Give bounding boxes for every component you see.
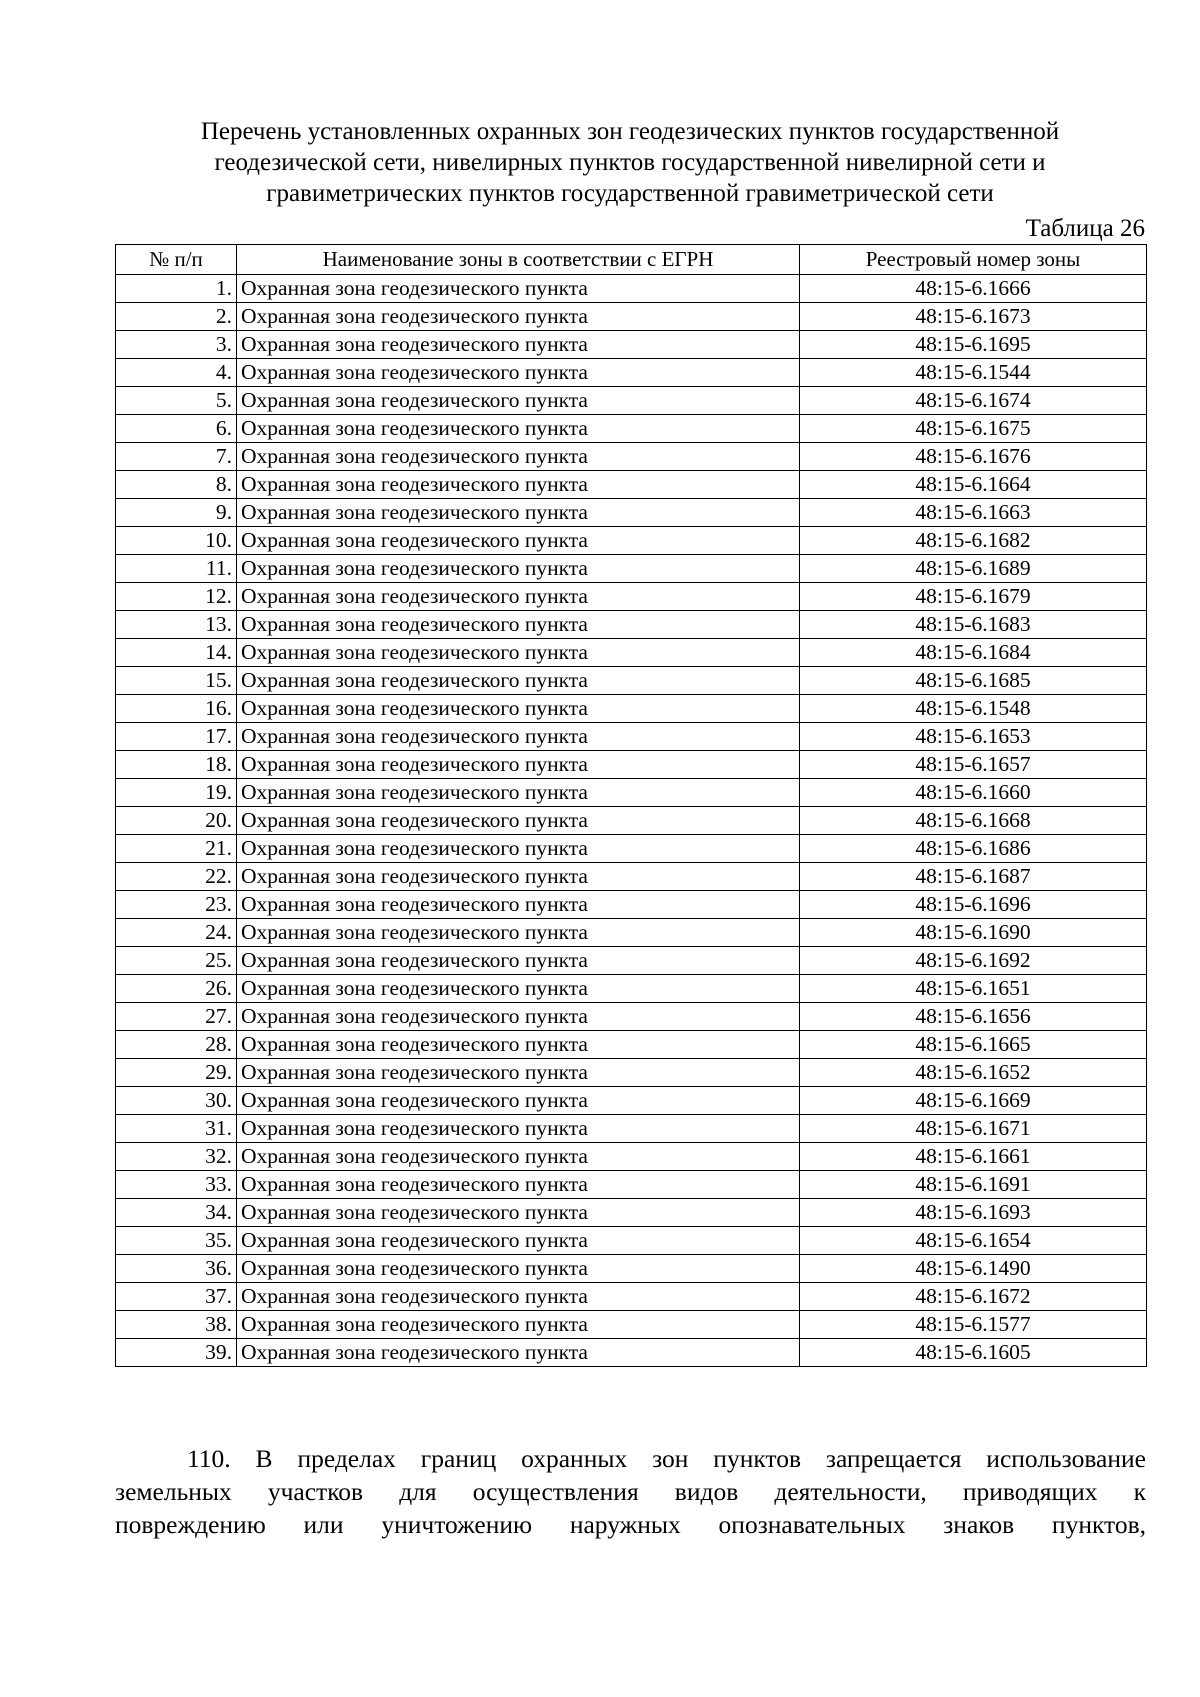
registry-number: 48:15-6.1660 bbox=[800, 779, 1147, 807]
row-number: 30. bbox=[116, 1087, 237, 1115]
registry-number: 48:15-6.1577 bbox=[800, 1311, 1147, 1339]
table-row bbox=[116, 611, 1147, 639]
paragraph-line: повреждению или уничтожению наружных опознавательных знаков пунктов, bbox=[115, 1510, 1146, 1539]
row-number: 38. bbox=[116, 1311, 237, 1339]
zone-name: Охранная зона геодезического пункта bbox=[237, 947, 800, 975]
registry-number: 48:15-6.1683 bbox=[800, 611, 1147, 639]
row-number: 35. bbox=[116, 1227, 237, 1255]
row-number: 37. bbox=[116, 1283, 237, 1311]
registry-number: 48:15-6.1657 bbox=[800, 751, 1147, 779]
table-row bbox=[116, 1171, 1147, 1199]
table-row bbox=[116, 835, 1147, 863]
row-number: 19. bbox=[116, 779, 237, 807]
row-number: 23. bbox=[116, 891, 237, 919]
header-registry-number: Реестровый номер зоны bbox=[800, 245, 1147, 275]
zone-name: Охранная зона геодезического пункта bbox=[237, 527, 800, 555]
row-number: 15. bbox=[116, 667, 237, 695]
registry-number: 48:15-6.1684 bbox=[800, 639, 1147, 667]
row-number: 18. bbox=[116, 751, 237, 779]
table-row bbox=[116, 499, 1147, 527]
row-number: 2. bbox=[116, 303, 237, 331]
zone-name: Охранная зона геодезического пункта bbox=[237, 1003, 800, 1031]
table-row bbox=[116, 303, 1147, 331]
table-row bbox=[116, 1311, 1147, 1339]
zone-name: Охранная зона геодезического пункта bbox=[237, 1283, 800, 1311]
table-row bbox=[116, 1339, 1147, 1367]
table-row bbox=[116, 639, 1147, 667]
zone-name: Охранная зона геодезического пункта bbox=[237, 667, 800, 695]
header-number: № п/п bbox=[116, 245, 237, 275]
registry-number: 48:15-6.1695 bbox=[800, 331, 1147, 359]
table-row bbox=[116, 751, 1147, 779]
zone-name: Охранная зона геодезического пункта bbox=[237, 583, 800, 611]
row-number: 14. bbox=[116, 639, 237, 667]
registry-number: 48:15-6.1685 bbox=[800, 667, 1147, 695]
page-title bbox=[115, 116, 1145, 209]
table-row bbox=[116, 779, 1147, 807]
zone-name: Охранная зона геодезического пункта bbox=[237, 1339, 800, 1367]
registry-number: 48:15-6.1661 bbox=[800, 1143, 1147, 1171]
table-row bbox=[116, 891, 1147, 919]
zone-name: Охранная зона геодезического пункта bbox=[237, 611, 800, 639]
registry-number: 48:15-6.1689 bbox=[800, 555, 1147, 583]
zone-name: Охранная зона геодезического пункта bbox=[237, 751, 800, 779]
row-number: 13. bbox=[116, 611, 237, 639]
registry-number: 48:15-6.1664 bbox=[800, 471, 1147, 499]
table-row bbox=[116, 359, 1147, 387]
row-number: 24. bbox=[116, 919, 237, 947]
registry-number: 48:15-6.1696 bbox=[800, 891, 1147, 919]
registry-number: 48:15-6.1682 bbox=[800, 527, 1147, 555]
table-row bbox=[116, 1115, 1147, 1143]
zone-name: Охранная зона геодезического пункта bbox=[237, 1255, 800, 1283]
zone-name: Охранная зона геодезического пункта bbox=[237, 1143, 800, 1171]
table-row bbox=[116, 1031, 1147, 1059]
table-row bbox=[116, 1087, 1147, 1115]
zone-name: Охранная зона геодезического пункта bbox=[237, 639, 800, 667]
row-number: 3. bbox=[116, 331, 237, 359]
row-number: 7. bbox=[116, 443, 237, 471]
registry-number: 48:15-6.1651 bbox=[800, 975, 1147, 1003]
registry-number: 48:15-6.1548 bbox=[800, 695, 1147, 723]
header-zone-name: Наименование зоны в соответствии с ЕГРН bbox=[237, 245, 800, 275]
zone-name: Охранная зона геодезического пункта bbox=[237, 471, 800, 499]
row-number: 27. bbox=[116, 1003, 237, 1031]
row-number: 34. bbox=[116, 1199, 237, 1227]
title-line: гравиметрических пунктов государственной гравиметрической сети bbox=[266, 180, 994, 207]
row-number: 26. bbox=[116, 975, 237, 1003]
table-row bbox=[116, 863, 1147, 891]
registry-number: 48:15-6.1544 bbox=[800, 359, 1147, 387]
row-number: 20. bbox=[116, 807, 237, 835]
registry-number: 48:15-6.1656 bbox=[800, 1003, 1147, 1031]
table-row bbox=[116, 1199, 1147, 1227]
table-row bbox=[116, 975, 1147, 1003]
table-row bbox=[116, 471, 1147, 499]
table-row bbox=[116, 1059, 1147, 1087]
zone-name: Охранная зона геодезического пункта bbox=[237, 359, 800, 387]
row-number: 22. bbox=[116, 863, 237, 891]
table-row bbox=[116, 1255, 1147, 1283]
table-header-row bbox=[116, 245, 1147, 275]
registry-number: 48:15-6.1668 bbox=[800, 807, 1147, 835]
zone-name: Охранная зона геодезического пункта bbox=[237, 1059, 800, 1087]
row-number: 29. bbox=[116, 1059, 237, 1087]
table-row bbox=[116, 1227, 1147, 1255]
row-number: 39. bbox=[116, 1339, 237, 1367]
table-row bbox=[116, 387, 1147, 415]
paragraph-line: 110. В пределах границ охранных зон пунктов запрещается использование bbox=[187, 1444, 1146, 1473]
table-row bbox=[116, 695, 1147, 723]
registry-number: 48:15-6.1674 bbox=[800, 387, 1147, 415]
registry-number: 48:15-6.1687 bbox=[800, 863, 1147, 891]
table-row bbox=[116, 443, 1147, 471]
zone-name: Охранная зона геодезического пункта bbox=[237, 443, 800, 471]
row-number: 6. bbox=[116, 415, 237, 443]
row-number: 31. bbox=[116, 1115, 237, 1143]
registry-number: 48:15-6.1673 bbox=[800, 303, 1147, 331]
row-number: 11. bbox=[116, 555, 237, 583]
zone-name: Охранная зона геодезического пункта bbox=[237, 1031, 800, 1059]
zone-name: Охранная зона геодезического пункта bbox=[237, 1171, 800, 1199]
zone-name: Охранная зона геодезического пункта bbox=[237, 695, 800, 723]
registry-number: 48:15-6.1676 bbox=[800, 443, 1147, 471]
table-row bbox=[116, 667, 1147, 695]
zone-name: Охранная зона геодезического пункта bbox=[237, 415, 800, 443]
row-number: 25. bbox=[116, 947, 237, 975]
table-label: Таблица 26 bbox=[1025, 215, 1145, 242]
row-number: 9. bbox=[116, 499, 237, 527]
title-line: Перечень установленных охранных зон геодезических пунктов государственной bbox=[200, 118, 1060, 145]
table-row bbox=[116, 807, 1147, 835]
zone-name: Охранная зона геодезического пункта bbox=[237, 1087, 800, 1115]
table-row bbox=[116, 947, 1147, 975]
row-number: 36. bbox=[116, 1255, 237, 1283]
registry-number: 48:15-6.1663 bbox=[800, 499, 1147, 527]
table-row bbox=[116, 1143, 1147, 1171]
registry-number: 48:15-6.1671 bbox=[800, 1115, 1147, 1143]
row-number: 21. bbox=[116, 835, 237, 863]
registry-number: 48:15-6.1653 bbox=[800, 723, 1147, 751]
zone-name: Охранная зона геодезического пункта bbox=[237, 1311, 800, 1339]
table-row bbox=[116, 919, 1147, 947]
registry-number: 48:15-6.1692 bbox=[800, 947, 1147, 975]
zone-name: Охранная зона геодезического пункта bbox=[237, 275, 800, 303]
table-row bbox=[116, 555, 1147, 583]
row-number: 1. bbox=[116, 275, 237, 303]
row-number: 16. bbox=[116, 695, 237, 723]
registry-number: 48:15-6.1666 bbox=[800, 275, 1147, 303]
registry-number: 48:15-6.1691 bbox=[800, 1171, 1147, 1199]
row-number: 4. bbox=[116, 359, 237, 387]
table-row bbox=[116, 723, 1147, 751]
table-row bbox=[116, 527, 1147, 555]
registry-number: 48:15-6.1675 bbox=[800, 415, 1147, 443]
registry-number: 48:15-6.1693 bbox=[800, 1199, 1147, 1227]
paragraph-line: земельных участков для осуществления видов деятельности, приводящих к bbox=[115, 1477, 1146, 1506]
row-number: 5. bbox=[116, 387, 237, 415]
registry-number: 48:15-6.1605 bbox=[800, 1339, 1147, 1367]
registry-number: 48:15-6.1665 bbox=[800, 1031, 1147, 1059]
row-number: 33. bbox=[116, 1171, 237, 1199]
title-line: геодезической сети, нивелирных пунктов государственной нивелирной сети и bbox=[214, 149, 1046, 176]
row-number: 12. bbox=[116, 583, 237, 611]
table-row bbox=[116, 415, 1147, 443]
zone-name: Охранная зона геодезического пункта bbox=[237, 331, 800, 359]
zone-name: Охранная зона геодезического пункта bbox=[237, 807, 800, 835]
table-row bbox=[116, 331, 1147, 359]
table-row bbox=[116, 275, 1147, 303]
row-number: 28. bbox=[116, 1031, 237, 1059]
table-row bbox=[116, 1003, 1147, 1031]
registry-number: 48:15-6.1672 bbox=[800, 1283, 1147, 1311]
registry-number: 48:15-6.1690 bbox=[800, 919, 1147, 947]
zone-name: Охранная зона геодезического пункта bbox=[237, 975, 800, 1003]
zone-name: Охранная зона геодезического пункта bbox=[237, 1115, 800, 1143]
zone-name: Охранная зона геодезического пункта bbox=[237, 387, 800, 415]
row-number: 17. bbox=[116, 723, 237, 751]
row-number: 32. bbox=[116, 1143, 237, 1171]
zones-table bbox=[115, 244, 1147, 1367]
zone-name: Охранная зона геодезического пункта bbox=[237, 835, 800, 863]
registry-number: 48:15-6.1652 bbox=[800, 1059, 1147, 1087]
zone-name: Охранная зона геодезического пункта bbox=[237, 891, 800, 919]
zone-name: Охранная зона геодезического пункта bbox=[237, 303, 800, 331]
table-row bbox=[116, 1283, 1147, 1311]
paragraph-110 bbox=[115, 1442, 1146, 1541]
registry-number: 48:15-6.1686 bbox=[800, 835, 1147, 863]
zone-name: Охранная зона геодезического пункта bbox=[237, 1227, 800, 1255]
table-row bbox=[116, 583, 1147, 611]
row-number: 10. bbox=[116, 527, 237, 555]
registry-number: 48:15-6.1679 bbox=[800, 583, 1147, 611]
zone-name: Охранная зона геодезического пункта bbox=[237, 779, 800, 807]
zone-name: Охранная зона геодезического пункта bbox=[237, 1199, 800, 1227]
table-body bbox=[116, 275, 1147, 1367]
zone-name: Охранная зона геодезического пункта bbox=[237, 499, 800, 527]
zone-name: Охранная зона геодезического пункта bbox=[237, 863, 800, 891]
registry-number: 48:15-6.1654 bbox=[800, 1227, 1147, 1255]
zone-name: Охранная зона геодезического пункта bbox=[237, 919, 800, 947]
row-number: 8. bbox=[116, 471, 237, 499]
registry-number: 48:15-6.1490 bbox=[800, 1255, 1147, 1283]
zone-name: Охранная зона геодезического пункта bbox=[237, 555, 800, 583]
zone-name: Охранная зона геодезического пункта bbox=[237, 723, 800, 751]
registry-number: 48:15-6.1669 bbox=[800, 1087, 1147, 1115]
